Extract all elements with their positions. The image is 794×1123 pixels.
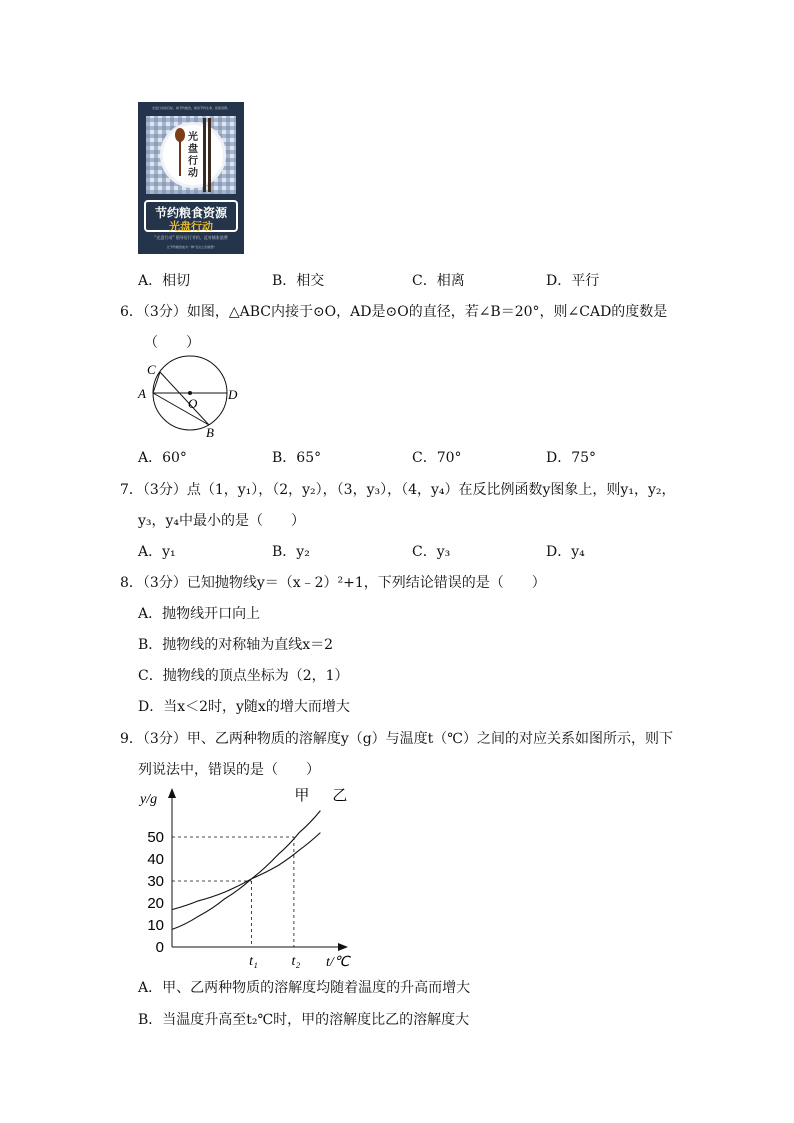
q8-option-d: D．当x＜2时，y随x的增大而增大 [138,699,350,715]
q9-stem-line2: 列说法中，错误的是（ ） [138,762,320,778]
chord-cb [160,372,209,425]
series-label-1: 甲 [294,786,310,804]
series-line-2 [172,833,320,910]
q8-option-a: A．抛物线开口向上 [138,606,261,622]
y-tick-label: 40 [147,851,164,868]
poster-bottom-text: 让节约粮食成为一种“舌尖上的美德” [166,245,216,249]
label-d: D [228,387,238,402]
banner-line2: 光盘行动 [169,220,213,233]
x-axis-label: t/℃ [326,955,350,970]
q7-stem-line2: y₃，y₄中最小的是（ ） [138,513,306,529]
q8-stem-line1: 8．（3分）已知抛物线y＝（x﹣2）²+1，下列结论错误的是（ ） [120,575,546,591]
y-tick-label: 50 [147,829,164,846]
q7-option-a: A．y₁ [138,544,176,560]
q9-option-b: B．当温度升高至t₂℃时，甲的溶解度比乙的溶解度大 [138,1012,470,1028]
q9-stem-line1: 9．（3分）甲、乙两种物质的溶解度y（g）与温度t（℃）之间的对应关系如图所示，则下 [120,731,673,747]
label-c: C [147,362,156,377]
y-tick-label: 20 [147,895,164,912]
y-tick-label: 10 [147,917,164,934]
q8-option-b: B．抛物线的对称轴为直线x＝2 [138,637,334,653]
x-axis-arrow [338,943,348,951]
x-tick-label: t₂ [291,954,301,969]
q7-option-b: B．y₂ [272,544,310,560]
chopstick-icon-2 [208,118,211,192]
q5-option-a: A．相切 [138,273,191,289]
circle-figure [130,352,250,442]
q6-option-d: D．75° [546,450,597,466]
y-tick-label: 0 [155,939,164,956]
q6-option-c: C．70° [412,450,462,466]
q6-stem-line2: （ ） [144,335,200,351]
label-b: B [206,425,214,440]
q7-option-c: C．y₃ [412,544,451,560]
banner-line1: 节约粮食资源 [154,206,227,220]
spoon-handle [179,140,181,176]
q6-option-a: A．60° [138,450,187,466]
q5-option-b: B．相交 [272,273,325,289]
series-label-2: 乙 [332,786,348,804]
poster-top-text: 光盘行动的目标，就节约粮食，就是节约生命，拒绝浪费。 [151,106,230,110]
poster-image [138,102,244,254]
y-axis-arrow [168,788,176,798]
poster-banner [144,200,238,232]
q7-stem-line1: 7．（3分）点（1，y₁），（2，y₂），（3，y₃），（4，y₄）在反比例函数y图象上，则y₁，y₂， [120,482,676,498]
q5-option-c: C．相离 [412,273,465,289]
chopstick-icon [203,118,206,192]
poster-caption: “光盘行动” 倡导厉行节约，反对铺张浪费 [154,235,228,240]
center-point [188,391,192,395]
q9-option-a: A．甲、乙两种物质的溶解度均随着温度的升高而增大 [138,980,471,996]
q7-option-d: D．y₄ [546,544,585,560]
y-tick-label: 30 [147,873,164,890]
x-tick-label: t₁ [249,954,258,969]
y-axis-label: y/g [140,792,158,807]
q8-option-c: C．抛物线的顶点坐标为（2，1） [138,668,349,684]
label-o: O [188,396,198,411]
chord-ab [153,393,209,425]
series-line-1 [172,811,320,930]
q5-option-d: D．平行 [546,273,600,289]
plate-text: 光盘行动 [188,132,198,179]
q6-stem-line1: 6．（3分）如图，△ABC内接于⊙O，AD是⊙O的直径，若∠B＝20°，则∠CAD的度数是 [120,304,668,320]
label-a: A [138,386,146,401]
solubility-chart [130,782,370,972]
q6-option-b: B．65° [272,450,322,466]
